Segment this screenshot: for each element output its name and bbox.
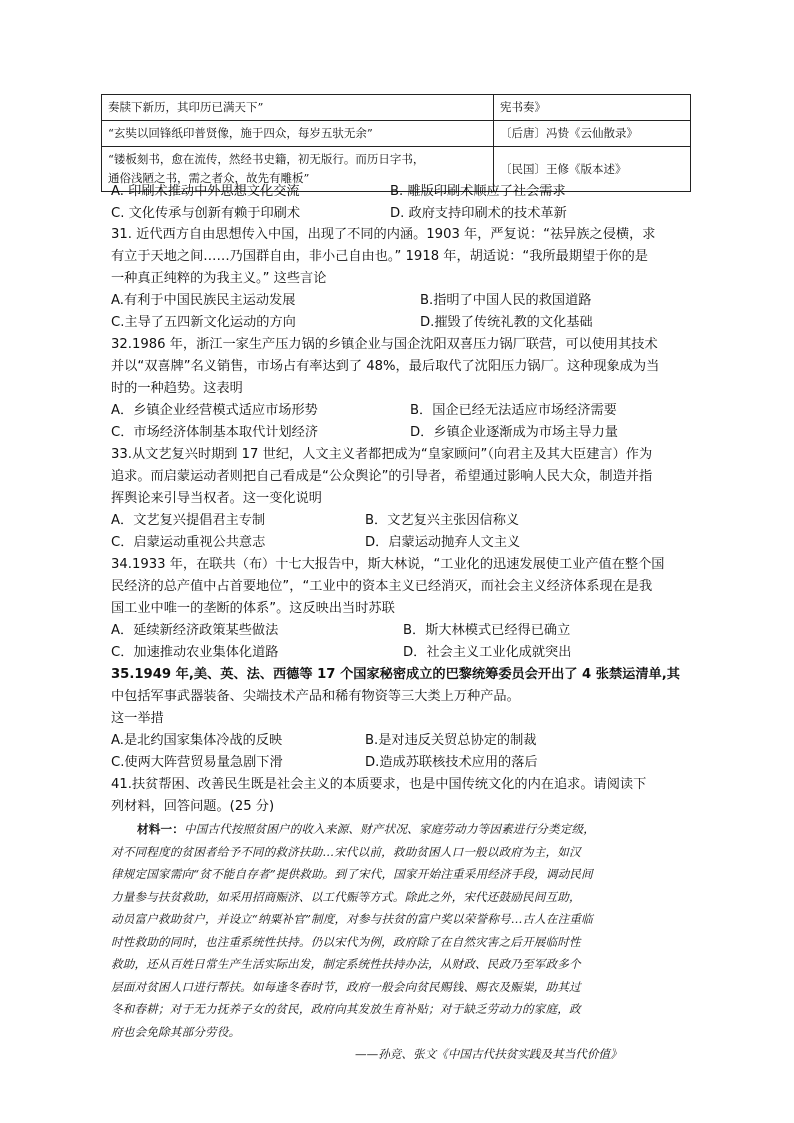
q32-option-b: B．国企已经无法适应市场经济需要: [410, 403, 617, 418]
material-line: 救助，还从百姓日常生产生活实际出发，制定系统性扶持办法，从财政、民政乃至军政多个: [111, 957, 581, 971]
q32-option-a: A．乡镇企业经营模式适应市场形势: [111, 403, 318, 418]
quote-line: “镂板刻书，愈在流传，然经书史籍，初无版行。而历日字书，: [108, 152, 425, 166]
table-cell-source: 〔后唐〕冯贽《云仙散录》: [494, 121, 691, 147]
q31-option-d: D.摧毁了传统礼教的文化基础: [420, 315, 593, 330]
q35-option-c: C.使两大阵营贸易量急剧下滑: [111, 755, 283, 770]
q33-option-c: C．启蒙运动重视公共意志: [111, 535, 266, 550]
material-line: 时性救助的同时，也注重系统性扶持。仍以宋代为例，政府除了在自然灾害之后开展临时性: [111, 934, 581, 949]
q33-stem-line: 挥舆论来引导当权者。这一变化说明: [111, 491, 322, 506]
q34-option-c: C．加速推动农业集体化道路: [111, 645, 279, 660]
q33-stem-line: 33.从文艺复兴时期到 17 世纪，人文主义者都把成为“皇家顾问”（向君主及其大臣建言）作为: [111, 447, 653, 462]
q31-stem-line: 31. 近代西方自由思想传入中国，出现了不同的内涵。1903 年，严复说：“祛异族之侵横，求: [111, 227, 656, 242]
q32-option-d: D．乡镇企业逐渐成为市场主导力量: [410, 425, 618, 440]
table-cell-quote: “玄奘以回锋纸印普贤像，施于四众，每岁五驮无余”: [102, 121, 494, 147]
material-line: 府也会免除其部分劳役。: [111, 1024, 241, 1039]
q41-stem-line: 41.扶贫帮困、改善民生既是社会主义的本质要求，也是中国传统文化的内在追求。请阅读下: [111, 777, 647, 792]
table-row: [102, 121, 691, 147]
material-line: 对不同程度的贫困者给予不同的救济扶助…宋代以前，救助贫困人口一般以政府为主，如汉: [111, 844, 581, 859]
q31-option-b: B.指明了中国人民的救国道路: [420, 293, 592, 308]
q34-option-d: D．社会主义工业化成就突出: [403, 645, 572, 660]
q32-stem-line: 时的一种趋势。这表明: [111, 381, 243, 396]
q33-option-d: D．启蒙运动抛弃人文主义: [365, 535, 521, 550]
q33-option-b: B．文艺复兴主张因信称义: [365, 513, 520, 528]
q34-stem-line: 民经济的总产值中占首要地位”，“工业中的资本主义已经消灭，而社会主义经济体系现在是我: [111, 579, 653, 594]
q35-option-a: A.是北约国家集体冷战的反映: [111, 733, 283, 748]
material-line: 层面对贫困人口进行帮扶。如每逢冬春时节，政府一般会向贫民赐钱、赐衣及赈粜，助其过: [111, 979, 581, 994]
q30-option-a: A. 印刷术推动中外思想文化交流: [111, 184, 300, 199]
q31-stem-line: 有立于天地之间……乃国群自由，非小己自由也。” 1918 年，胡适说：“我所最期望于你的是: [111, 249, 648, 264]
quote-line: 通俗浅陋之书，需之者众，故先有雕板”: [108, 171, 310, 185]
material-line: 动员富户救助贫户，并设立“纳粟补官”制度，对参与扶贫的富户奖以荣誉称号…古人在注重临: [111, 912, 593, 926]
q31-option-a: A.有利于中国民族民主运动发展: [111, 293, 296, 308]
q35-stem-line: 这一举措: [111, 711, 164, 726]
q32-option-c: C．市场经济体制基本取代计划经济: [111, 425, 319, 440]
q33-option-a: A．文艺复兴提倡君主专制: [111, 513, 266, 528]
q32-stem-line: 并以“双喜牌”名义销售，市场占有率达到了 48%，最后取代了沈阳压力锅厂。这种现象成为当: [111, 359, 660, 374]
q31-stem-line: 一种真正纯粹的为我主义。” 这些言论: [111, 271, 327, 286]
material-label: 材料一：: [137, 822, 184, 836]
q35-stem-line: 35.1949 年,美、英、法、西德等 17 个国家秘密成立的巴黎统筹委员会开出了 4 张禁运清单,其: [111, 667, 680, 682]
material-text: 中国古代按照贫困户的收入来源、财产状况、家庭劳动力等因素进行分类定级，: [183, 822, 596, 836]
quote-table: [101, 94, 691, 192]
q31-option-c: C.主导了五四新文化运动的方向: [111, 315, 296, 330]
material-line: 律规定国家需向“贫不能自存者”提供救助。到了宋代，国家开始注重采用经济手段，调动民间: [111, 867, 593, 881]
q35-option-d: D.造成苏联核技术应用的落后: [365, 755, 538, 770]
q34-option-a: A．延续新经济政策某些做法: [111, 623, 279, 638]
q35-option-b: B.是对违反关贸总协定的制裁: [365, 733, 537, 748]
table-cell-source: 宪书奏》: [494, 95, 691, 121]
q33-stem-line: 追求。而启蒙运动者则把自己看成是“公众舆论”的引导者，希望通过影响人民大众，制造并指: [111, 469, 653, 484]
q34-stem-line: 国工业中唯一的垄断的体系”。这反映出当时苏联: [111, 601, 395, 616]
table-cell-quote: 奏牍下新历，其印历已满天下”: [102, 95, 494, 121]
q34-stem-line: 34.1933 年，在联共（布）十七大报告中，斯大林说，“工业化的迅速发展使工业产值在整个国: [111, 557, 665, 572]
table-row: [102, 95, 691, 121]
table-cell-source: 〔民国〕王修《版本述》: [494, 147, 691, 192]
q30-option-b: B. 雕版印刷术顺应了社会需求: [390, 184, 566, 199]
q30-option-d: D. 政府支持印刷术的技术革新: [390, 206, 567, 221]
material-line: [137, 818, 727, 841]
q30-option-c: C. 文化传承与创新有赖于印刷术: [111, 206, 301, 221]
material-citation: ——孙竞、张文《中国古代扶贫实践及其当代价值》: [355, 1047, 622, 1061]
q32-stem-line: 32.1986 年，浙江一家生产压力锅的乡镇企业与国企沈阳双喜压力锅厂联营，可以使用其技术: [111, 337, 658, 352]
material-line: 冬和春耕；对于无力抚养子女的贫民，政府向其发放生育补贴；对于缺乏劳动力的家庭，政: [111, 1002, 581, 1016]
material-line: 力量参与扶贫救助，如采用招商赈济、以工代赈等方式。除此之外，宋代还鼓励民间互助，: [111, 889, 581, 904]
q34-option-b: B．斯大林模式已经得已确立: [403, 623, 571, 638]
q41-stem-line: 列材料，回答问题。(25 分): [111, 799, 275, 814]
q35-stem-line: 中包括军事武器装备、尖端技术产品和稀有物资等三大类上万种产品。: [111, 689, 520, 704]
